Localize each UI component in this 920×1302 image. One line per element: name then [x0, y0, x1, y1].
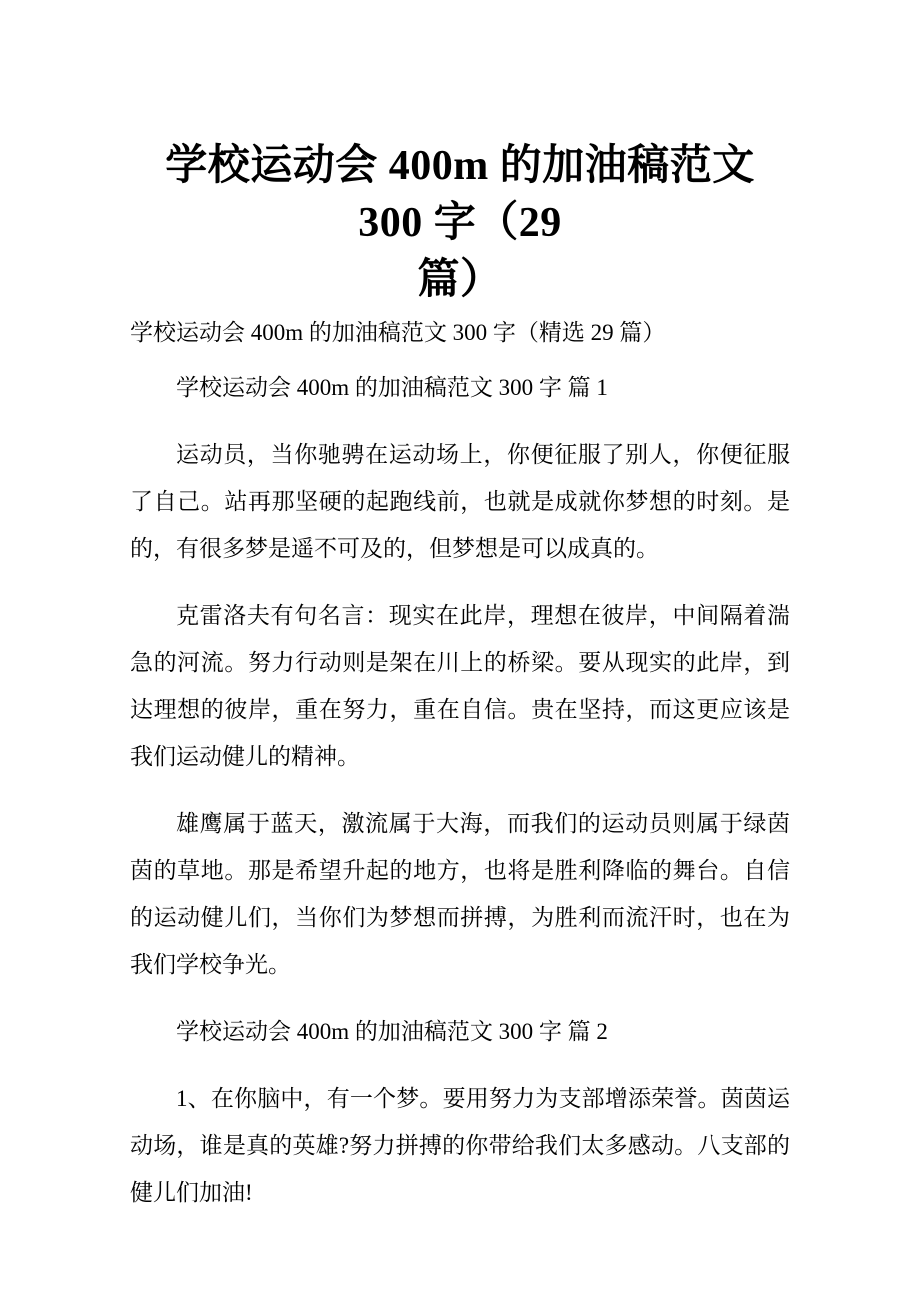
section-1-paragraph-2: 克雷洛夫有句名言：现实在此岸，理想在彼岸，中间隔着湍急的河流。努力行动则是架在川上的桥梁。要从现实的此岸，到达理想的彼岸，重在努力，重在自信。贵在坚持，而这更应该是我们运动健儿的精神。	[130, 603, 790, 769]
section-1-heading: 学校运动会 400m 的加油稿范文 300 字 篇 1	[176, 375, 608, 400]
section-2-heading: 学校运动会 400m 的加油稿范文 300 字 篇 2	[176, 1019, 608, 1044]
document-title-line-1: 学校运动会 400m 的加油稿范文 300 字（29	[165, 143, 755, 246]
document-subtitle: 学校运动会 400m 的加油稿范文 300 字（精选 29 篇）	[130, 320, 666, 345]
document-title	[130, 138, 790, 309]
section-1-paragraph-1: 运动员，当你驰骋在运动场上，你便征服了别人，你便征服了自己。站再那坚硬的起跑线前，也就是成就你梦想的时刻。是的，有很多梦是遥不可及的，但梦想是可以成真的。	[130, 442, 790, 561]
document-title-line-2: 篇）	[417, 257, 503, 303]
section-2-paragraph-1: 1、在你脑中，有一个梦。要用努力为支部增添荣誉。茵茵运动场，谁是真的英雄?努力拼搏的你带给我们太多感动。八支部的健儿们加油!	[130, 1086, 790, 1205]
section-1-paragraph-3: 雄鹰属于蓝天，激流属于大海，而我们的运动员则属于绿茵茵的草地。那是希望升起的地方，也将是胜利降临的舞台。自信的运动健儿们，当你们为梦想而拼搏，为胜利而流汗时，也在为我们学校争光。	[130, 811, 790, 977]
